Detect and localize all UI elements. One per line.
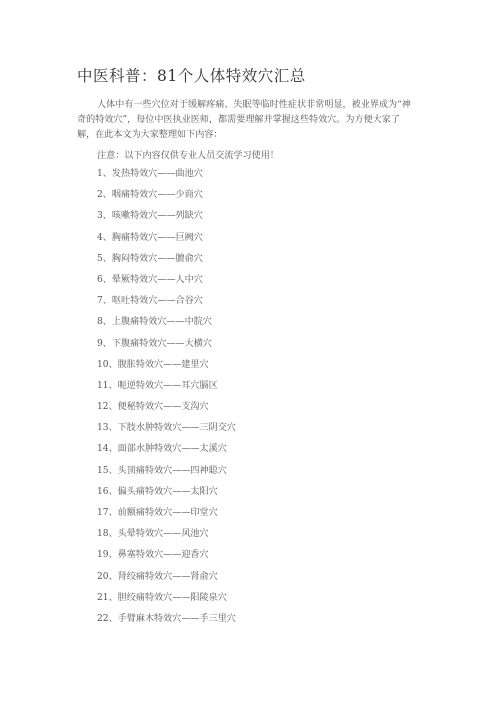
document-title: 中医科普：81个人体特效穴汇总 — [77, 67, 306, 85]
list-item: 9、下腹痛特效穴——大横穴 — [97, 338, 212, 349]
acupoint-list — [97, 168, 236, 634]
list-item: 8、上腹痛特效穴——中脘穴 — [97, 317, 212, 328]
list-item: 5、胸闷特效穴——膻俞穴 — [97, 253, 203, 264]
list-item: 14、面部水肿特效穴——太溪穴 — [97, 444, 227, 455]
list-item: 4、胸痛特效穴——巨阙穴 — [97, 232, 203, 243]
list-item: 2、咽痛特效穴——少商穴 — [97, 190, 203, 201]
notice-text: 注意：以下内容仅供专业人员交流学习使用！ — [97, 151, 279, 161]
list-item: 11、呃逆特效穴——耳穴膈区 — [97, 380, 218, 391]
list-item: 18、头晕特效穴——风池穴 — [97, 529, 209, 540]
intro-paragraph: 人体中有一些穴位对于缓解疼痛、失眠等临时性症状非常明显，被业界成为“神奇的特效穴”，每位中医执业医师，都需要理解并掌握这些特效穴。为方便大家了解，在此本文为大家整理如下内容： — [77, 100, 411, 140]
list-item: 10、腹胀特效穴——建里穴 — [97, 359, 209, 370]
list-item: 19、鼻塞特效穴——迎香穴 — [97, 550, 209, 561]
list-item: 6、晕厥特效穴——人中穴 — [97, 274, 203, 285]
list-item: 1、发热特效穴——曲池穴 — [97, 169, 203, 179]
list-item: 20、肾绞痛特效穴——肾俞穴 — [97, 571, 218, 582]
list-item: 15、头顶痛特效穴——四神聪穴 — [97, 465, 227, 476]
list-item: 3、咳嗽特效穴——列缺穴 — [97, 211, 203, 222]
list-item: 7、呕吐特效穴——合谷穴 — [97, 296, 203, 307]
list-item: 17、前额痛特效穴——印堂穴 — [97, 508, 218, 518]
list-item: 16、偏头痛特效穴——太阳穴 — [97, 486, 218, 497]
list-item: 21、胆绞痛特效穴——阳陵泉穴 — [97, 592, 227, 603]
list-item: 13、下肢水肿特效穴——三阴交穴 — [97, 423, 236, 434]
list-item: 22、手臂麻木特效穴——手三里穴 — [97, 613, 236, 624]
list-item: 12、便秘特效穴——支沟穴 — [97, 402, 209, 413]
